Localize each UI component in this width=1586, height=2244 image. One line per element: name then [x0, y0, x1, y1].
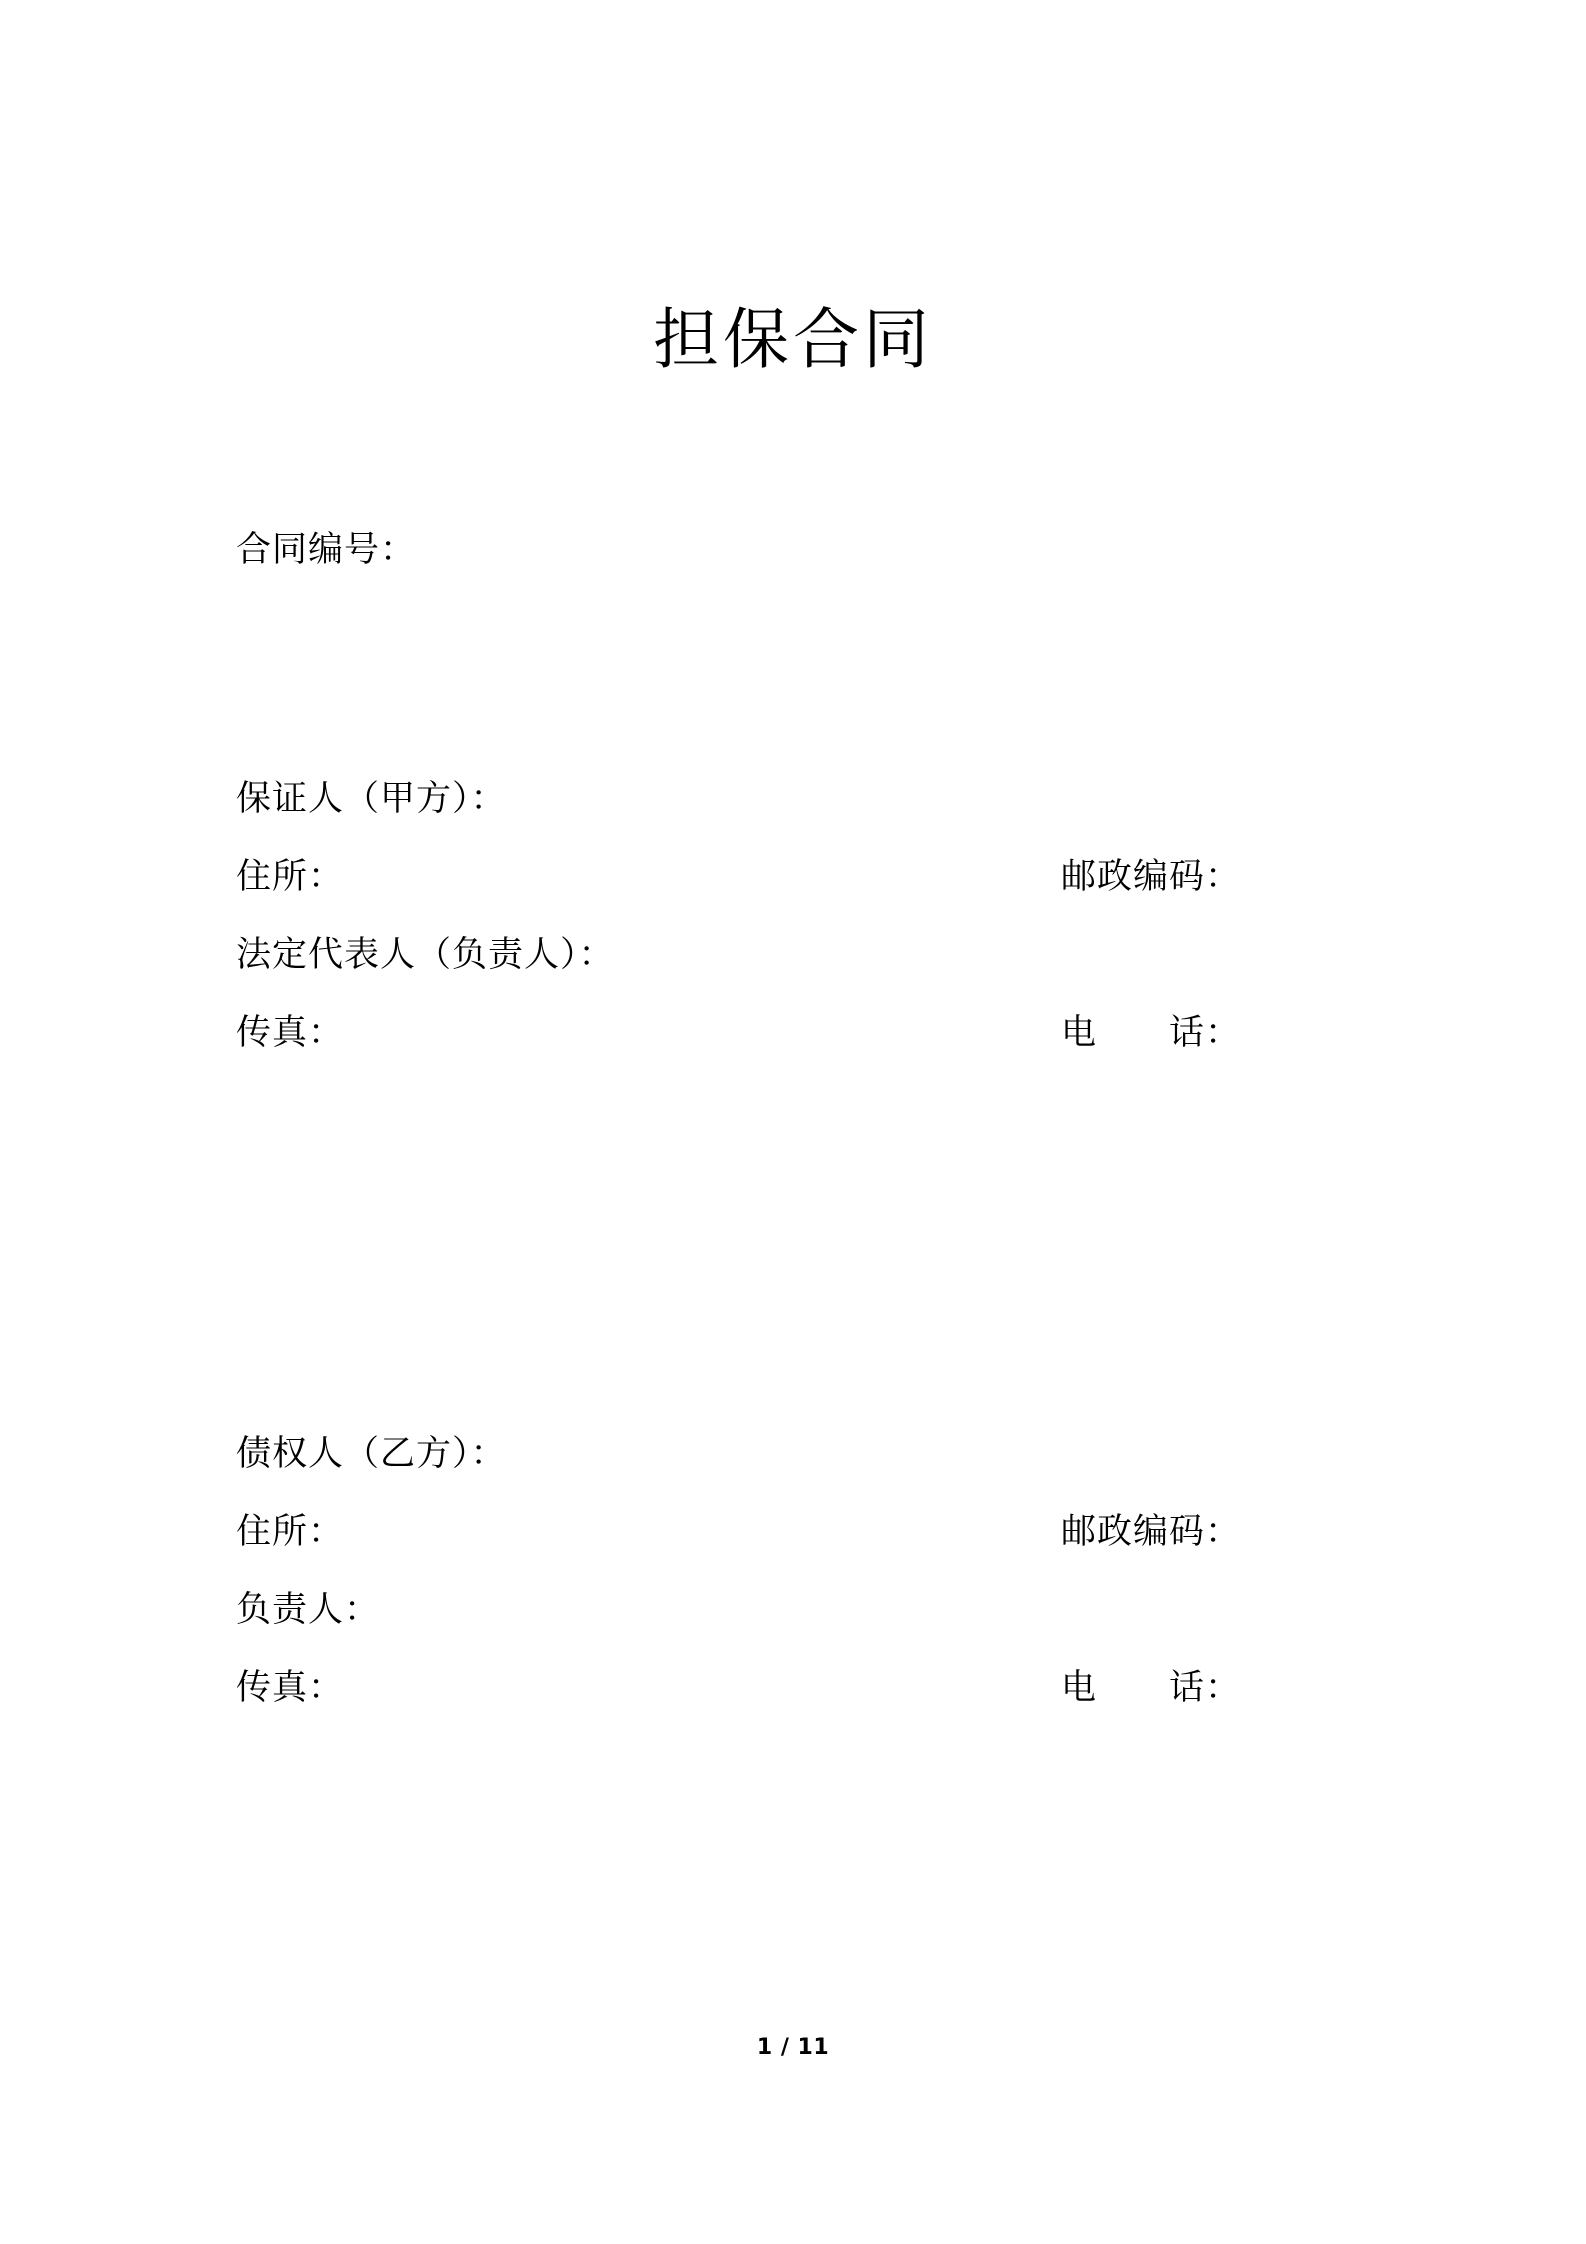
party-b-name-label: 债权人（乙方）： — [236, 1434, 507, 1474]
party-b-address-label: 住所： — [236, 1512, 345, 1552]
page-title: 担保合同 — [653, 301, 933, 378]
party-a-address-label: 住所： — [236, 857, 345, 897]
party-a-fax-row — [236, 994, 1346, 1072]
party-b-section — [236, 1415, 1346, 1727]
party-b-responsible-row — [236, 1571, 1346, 1649]
party-b-address-row — [236, 1493, 1346, 1571]
party-a-legal-rep-label: 法定代表人（负责人）： — [236, 935, 615, 975]
party-a-name-label: 保证人（甲方）： — [236, 779, 507, 819]
party-a-legal-rep-row — [236, 916, 1346, 994]
party-b-fax-row — [236, 1649, 1346, 1727]
party-b-fax-label: 传真： — [236, 1668, 345, 1708]
party-a-address-row — [236, 838, 1346, 916]
party-a-fax-label: 传真： — [236, 1013, 345, 1053]
party-b-postcode-label: 邮政编码： — [1061, 1512, 1242, 1552]
party-a-section — [236, 760, 1346, 1072]
party-b-responsible-label: 负责人： — [236, 1590, 381, 1630]
party-b-phone-label: 电 话： — [1061, 1668, 1242, 1708]
party-b-name-row — [236, 1415, 1346, 1493]
party-a-name-row — [236, 760, 1346, 838]
party-a-postcode-label: 邮政编码： — [1061, 857, 1242, 897]
page-indicator: 1 / 11 — [756, 2035, 830, 2060]
contract-number-label: 合同编号： — [236, 530, 417, 570]
party-a-phone-label: 电 话： — [1061, 1013, 1242, 1053]
